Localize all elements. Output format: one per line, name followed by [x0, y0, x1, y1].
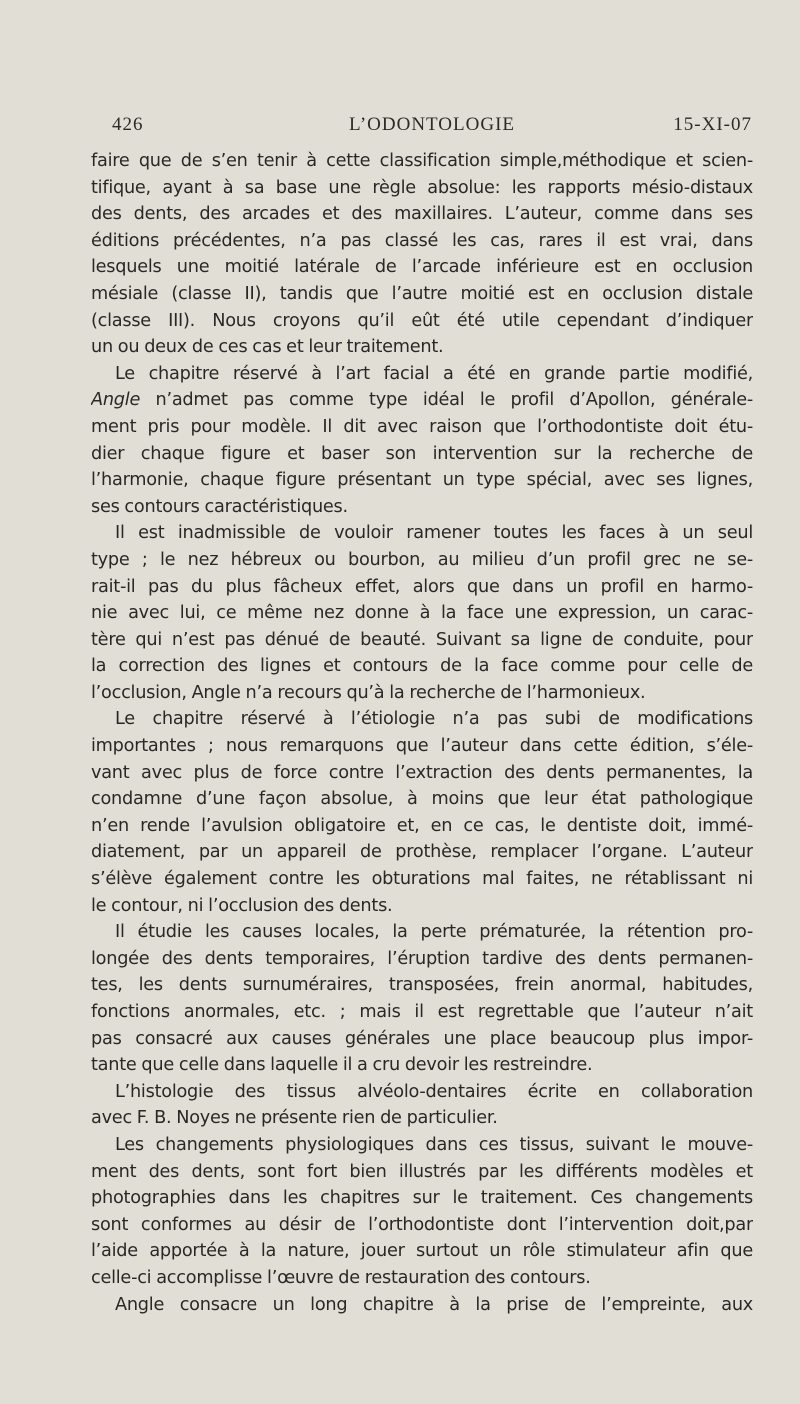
text-line: fonctions anormales, etc. ; mais il est regrettable que l’auteur n’ait — [91, 1002, 753, 1022]
text-line: Angle consacre un long chapitre à la prise de l’empreinte, aux — [115, 1294, 753, 1315]
text-line: tante que celle dans laquelle il a cru devoir les restreindre. — [91, 1055, 593, 1076]
text-line: un ou deux de ces cas et leur traitement. — [91, 337, 444, 358]
body-text — [91, 148, 753, 1318]
text-line: ment pris pour modèle. Il dit avec raison que l’orthodontiste doit étu- — [91, 416, 753, 437]
text-line: l’aide apportée à la nature, jouer surtout un rôle stimulateur afin que — [91, 1241, 753, 1262]
text-line: photographies dans les chapitres sur le traitement. Ces changements — [91, 1188, 753, 1209]
text-line: importantes ; nous remarquons que l’auteur dans cette édition, s’éle- — [91, 736, 753, 757]
text-line: la correction des lignes et contours de la face comme pour celle de — [91, 656, 753, 677]
text-line: type ; le nez hébreux ou bourbon, au milieu d’un profil grec ne se- — [91, 549, 753, 570]
text-line: éditions précédentes, n’a pas classé les cas, rares il est vrai, dans — [91, 230, 753, 251]
text-line: faire que de s’en tenir à cette classification simple,méthodique et scien- — [91, 151, 753, 171]
text-line: lesquels une moitié latérale de l’arcade inférieure est en occlusion — [91, 257, 753, 278]
text-line: tifique, ayant à sa base une règle absolue: les rapports mésio-distaux — [91, 177, 753, 198]
text-line: longée des dents temporaires, l’éruption tardive des dents permanen- — [91, 948, 753, 969]
text-line: Il est inadmissible de vouloir ramener toutes les faces à un seul — [115, 523, 753, 544]
text-line: sont conformes au désir de l’orthodontiste dont l’intervention doit,par — [91, 1214, 753, 1235]
text-line: diatement, par un appareil de prothèse, remplacer l’organe. L’auteur — [91, 842, 753, 863]
running-header — [112, 114, 752, 144]
text-line: dier chaque figure et baser son intervention sur la recherche de — [91, 443, 753, 464]
text-line: le contour, ni l’occlusion des dents. — [91, 895, 393, 916]
text-line: nie avec lui, ce même nez donne à la face une expression, un carac- — [91, 603, 753, 624]
text-line: Angle n’admet pas comme type idéal le profil d’Apollon, générale- — [91, 390, 753, 411]
text-line: condamne d’une façon absolue, à moins que leur état pathologique — [91, 789, 753, 810]
text-line: l’occlusion, Angle n’a recours qu’à la recherche de l’harmonieux. — [91, 682, 646, 703]
text-line: Il étudie les causes locales, la perte prématurée, la rétention pro- — [115, 922, 753, 943]
journal-title: L’ODONTOLOGIE — [348, 114, 516, 135]
text-line: mésiale (classe II), tandis que l’autre moitié est en occlusion distale — [91, 283, 753, 304]
text-line: n’en rende l’avulsion obligatoire et, en ce cas, le dentiste doit, immé- — [91, 815, 753, 836]
text-line: des dents, des arcades et des maxillaires. L’auteur, comme dans ses — [91, 204, 753, 225]
text-line: vant avec plus de force contre l’extraction des dents permanentes, la — [91, 762, 753, 783]
text-line: l’harmonie, chaque figure présentant un type spécial, avec ses lignes, — [91, 470, 753, 491]
text-line: avec F. B. Noyes ne présente rien de particulier. — [91, 1108, 498, 1129]
text-line: tère qui n’est pas dénué de beauté. Suivant sa ligne de conduite, pour — [91, 629, 753, 650]
issue-date: 15-XI-07 — [673, 114, 752, 135]
text-line: L’histologie des tissus alvéolo-dentaires écrite en collaboration — [115, 1081, 753, 1102]
text-line: Les changements physiologiques dans ces tissus, suivant le mouve- — [115, 1134, 753, 1155]
text-line: pas consacré aux causes générales une place beaucoup plus impor- — [91, 1028, 753, 1049]
text-line: Le chapitre réservé à l’étiologie n’a pas subi de modifications — [115, 709, 753, 730]
text-line: rait-il pas du plus fâcheux effet, alors que dans un profil en harmo- — [91, 576, 753, 597]
text-line: tes, les dents surnuméraires, transposées, frein anormal, habitudes, — [91, 975, 753, 996]
text-line: (classe III). Nous croyons qu’il eût été utile cependant d’indiquer — [91, 310, 753, 331]
text-line: ses contours caractéristiques. — [91, 496, 348, 517]
text-line: s’élève également contre les obturations mal faites, ne rétablissant ni — [91, 869, 753, 890]
text-line: Le chapitre réservé à l’art facial a été en grande partie modifié, — [115, 363, 753, 384]
text-line: celle-ci accomplisse l’œuvre de restauration des contours. — [91, 1267, 591, 1288]
page-number: 426 — [112, 114, 144, 135]
text-line: ment des dents, sont fort bien illustrés par les différents modèles et — [91, 1161, 753, 1182]
